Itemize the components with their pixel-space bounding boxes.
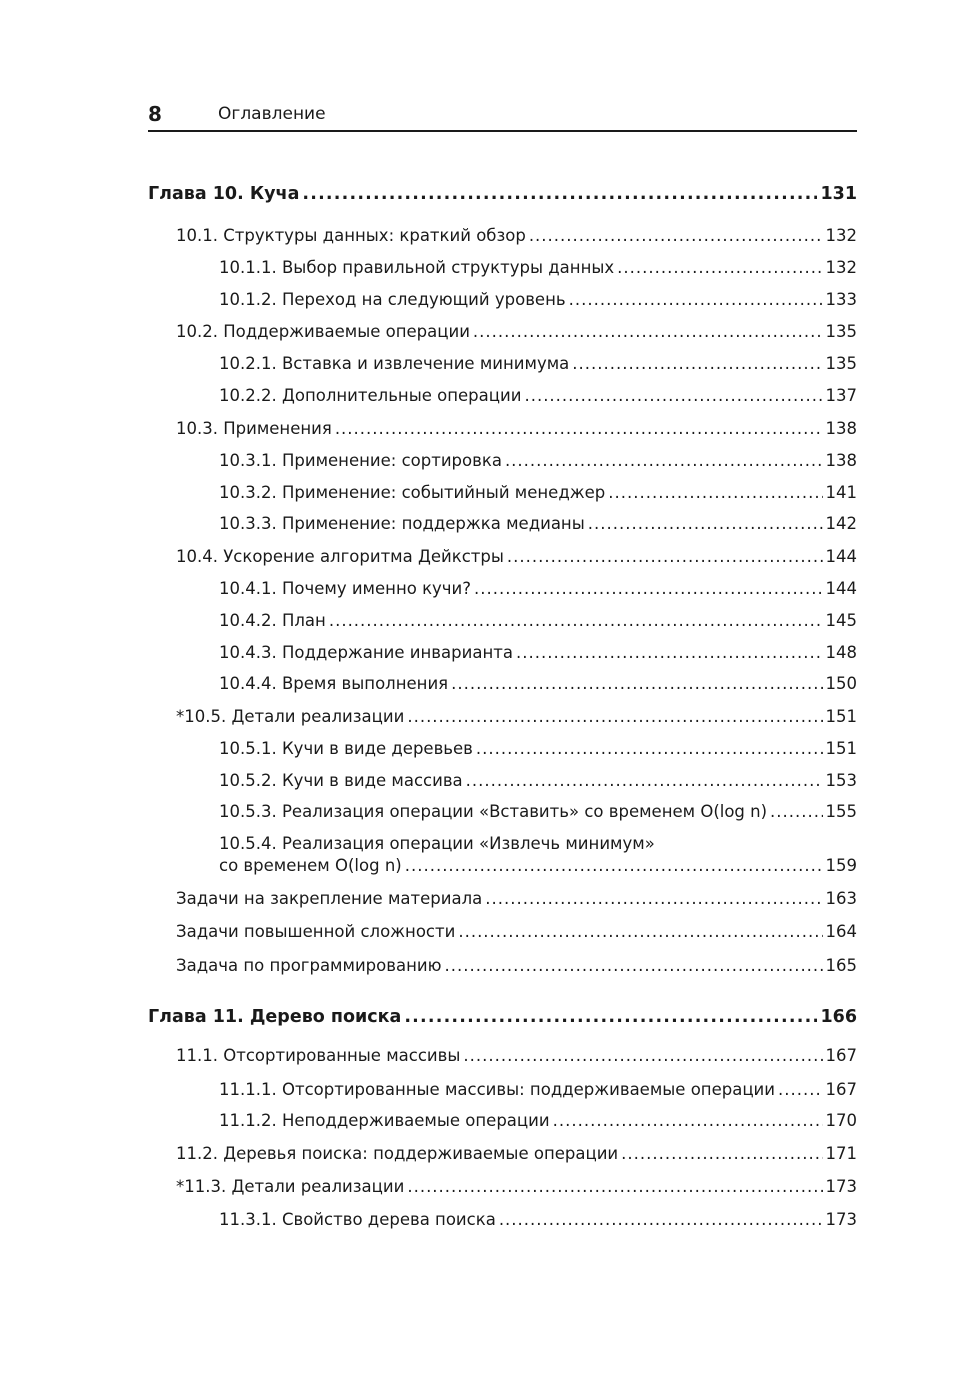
running-header: [148, 100, 857, 132]
toc-section: Задачи на закрепление материала ..... 163: [176, 889, 857, 908]
running-title: Оглавление: [218, 104, 326, 124]
toc-section: 10.4. Ускорение алгоритма Дейкстры ..... 144: [176, 547, 857, 566]
toc-subsection: 10.2.1. Вставка и извлечение минимума ..... 135: [219, 354, 857, 373]
toc-section: 11.1. Отсортированные массивы ..... 167: [176, 1046, 857, 1065]
toc-section: Задача по программированию ..... 165: [176, 956, 857, 975]
toc-subsection: 11.3.1. Свойство дерева поиска ..... 173: [219, 1210, 857, 1229]
toc-subsection: 10.3.1. Применение: сортировка ..... 138: [219, 451, 857, 470]
toc-subsection: 10.4.2. План ..... 145: [219, 611, 857, 630]
toc-section: 10.2. Поддерживаемые операции ..... 135: [176, 322, 857, 341]
toc-section: *11.3. Детали реализации ..... 173: [176, 1177, 857, 1196]
toc-subsection: 10.4.1. Почему именно кучи? ..... 144: [219, 579, 857, 598]
toc-chapter: Глава 10. Куча ..... 131: [148, 184, 857, 204]
toc-subsection: со временем O(log n) ..... 159: [219, 856, 857, 875]
toc-section: *10.5. Детали реализации ..... 151: [176, 707, 857, 726]
toc-subsection: 10.5.2. Кучи в виде массива ..... 153: [219, 771, 857, 790]
toc-subsection: 10.3.2. Применение: событийный менеджер ..... 141: [219, 483, 857, 502]
toc-subsection: 10.1.2. Переход на следующий уровень ..... 133: [219, 290, 857, 309]
toc-chapter: Глава 11. Дерево поиска ..... 166: [148, 1007, 857, 1027]
toc-subsection: 10.1.1. Выбор правильной структуры данных ..... 132: [219, 258, 857, 277]
page-number: 8: [148, 102, 162, 126]
toc-subsection: 11.1.1. Отсортированные массивы: поддерживаемые операции ..... 167: [219, 1080, 857, 1099]
toc-subsection: 10.4.4. Время выполнения ..... 150: [219, 674, 857, 693]
toc-subsection-first-line: 10.5.4. Реализация операции «Извлечь минимум»: [219, 834, 655, 853]
toc-subsection: 11.1.2. Неподдерживаемые операции ..... 170: [219, 1111, 857, 1130]
toc-section: 10.3. Применения ..... 138: [176, 419, 857, 438]
toc-section: 11.2. Деревья поиска: поддерживаемые операции ..... 171: [176, 1144, 857, 1163]
toc-section: Задачи повышенной сложности ..... 164: [176, 922, 857, 941]
toc-subsection: 10.5.1. Кучи в виде деревьев ..... 151: [219, 739, 857, 758]
toc-subsection: 10.4.3. Поддержание инварианта ..... 148: [219, 643, 857, 662]
toc-subsection: 10.5.3. Реализация операции «Вставить» со временем O(log n) ..... 155: [219, 802, 857, 821]
toc-section: 10.1. Структуры данных: краткий обзор ..... 132: [176, 226, 857, 245]
toc-subsection: 10.3.3. Применение: поддержка медианы ..... 142: [219, 514, 857, 533]
toc-subsection: 10.2.2. Дополнительные операции ..... 137: [219, 386, 857, 405]
